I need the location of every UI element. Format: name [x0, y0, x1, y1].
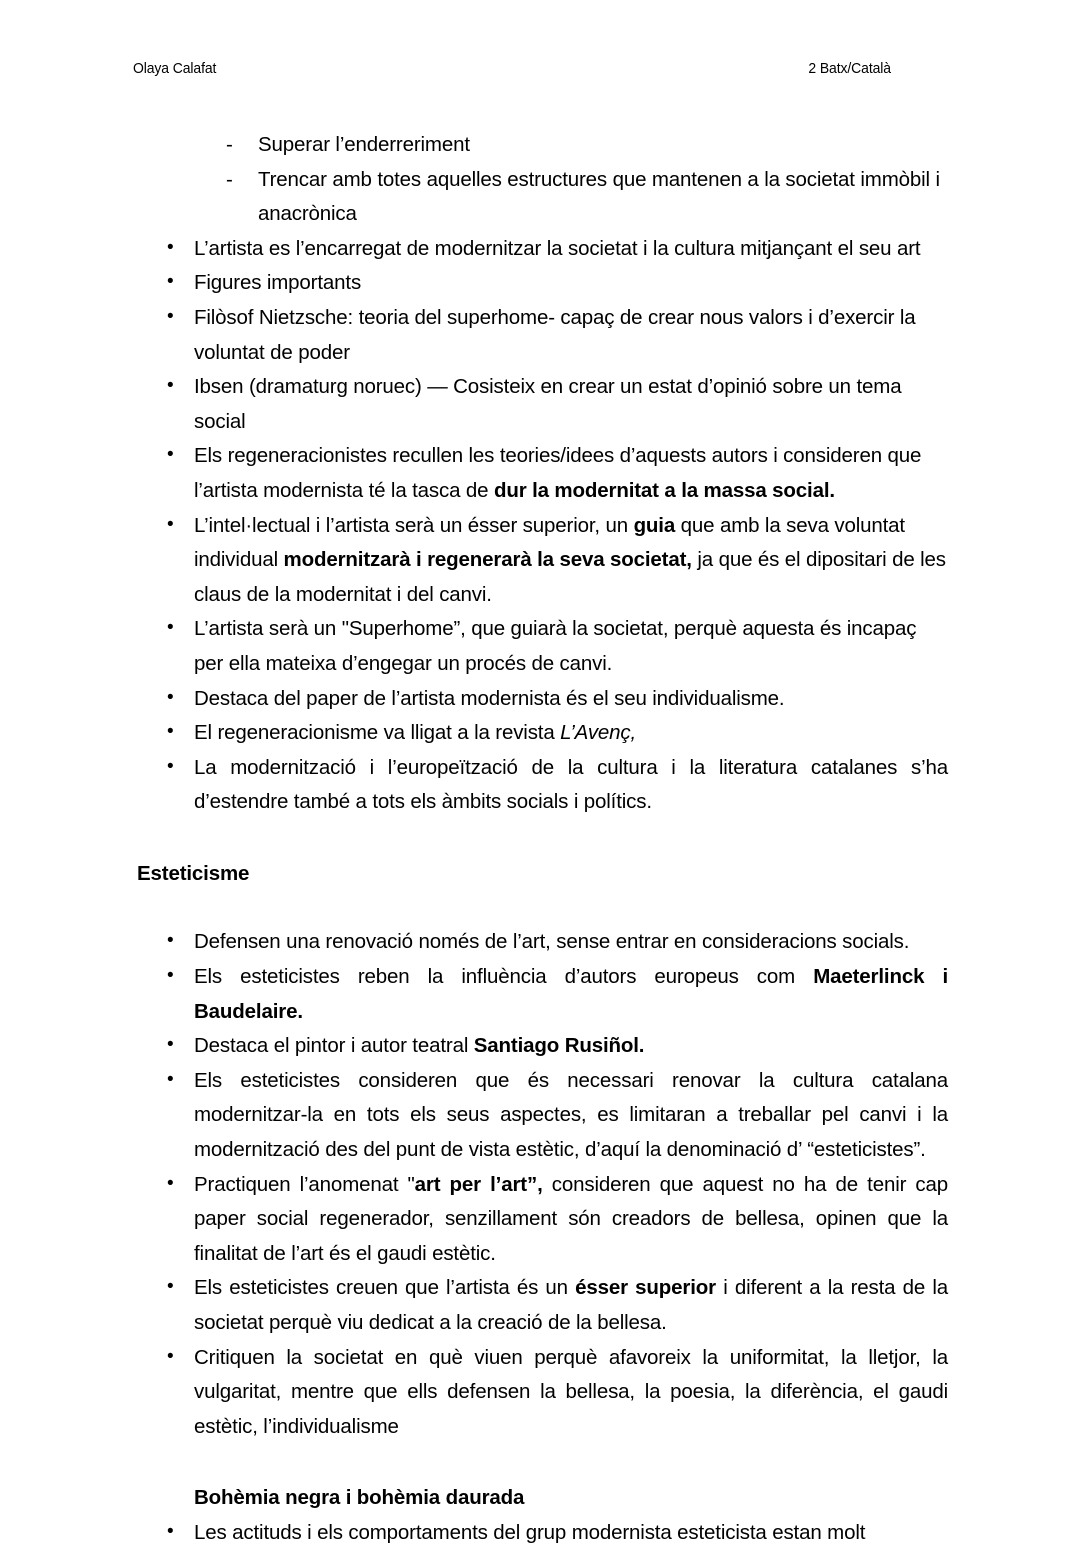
text-run: El regeneracionisme va lligat a la revista	[194, 721, 561, 745]
bullet-list-group-2	[137, 925, 948, 1444]
bold-run: modernitzarà i regenerarà la seva societat,	[283, 548, 692, 572]
text-run: ja que és el dipositari de les claus de la modernitat i del canvi.	[194, 548, 946, 606]
list-item	[137, 960, 948, 1029]
list-item	[137, 716, 948, 751]
header-author: Olaya Calafat	[133, 60, 217, 77]
list-item	[137, 1271, 948, 1340]
document-body	[137, 128, 948, 1551]
text-run: L’artista serà un "Superhome”, que guiarà la societat, perquè aquesta és incapaç per ella mateixa d’engegar un procés de canvi.	[194, 617, 917, 675]
text-run: Els esteticistes reben la influència d’autors europeus com	[194, 965, 814, 989]
bold-run: dur la modernitat a la massa social.	[493, 478, 835, 502]
bullet-list-group-1	[137, 232, 948, 820]
text-run: Figures importants	[194, 271, 362, 295]
list-item	[137, 925, 948, 960]
text-run: Els esteticistes consideren que és necessari renovar la cultura catalana modernitzar-la en tots els seus aspectes, es limitaran a treballar pel canvi i la modernització des del punt de vista estètic, d’aquí la denominació d’ “esteticistes”.	[194, 1068, 948, 1162]
text-run: Filòsof Nietzsche: teoria del superhome- capaç de crear nous valors i d’exercir la voluntat de poder	[194, 305, 916, 364]
bold-run: Maeterlinck i Baudelaire.	[194, 965, 948, 1023]
list-item	[137, 1168, 948, 1272]
text-run: L’artista es l’encarregat de modernitzar la societat i la cultura mitjançant el seu art	[194, 236, 921, 260]
text-run: Defensen una renovació només de l’art, sense entrar en consideracions socials.	[194, 930, 910, 954]
text-run: Els regeneracionistes recullen les teories/idees d’aquests autors i consideren que l’artista modernista té la tasca de	[194, 444, 922, 502]
list-item	[137, 1516, 948, 1551]
list-item	[137, 751, 948, 820]
text-run: que amb la seva voluntat individual	[194, 513, 905, 572]
sub-list-item: - Trencar amb totes aquelles estructures que mantenen a la societat immòbil i anacrònica	[137, 163, 948, 232]
text-run: L’intel·lectual i l’artista serà un ésser superior, un	[194, 513, 634, 537]
bold-run: Santiago Rusiñol.	[473, 1034, 645, 1058]
spacer	[137, 1444, 948, 1481]
section-heading-esteticisme: Esteticisme	[137, 861, 250, 885]
list-item	[137, 370, 948, 439]
section-heading-bohemia: Bohèmia negra i bohèmia daurada	[194, 1486, 525, 1510]
text-run: i diferent a la resta de la societat perquè viu dedicat a la creació de la bellesa.	[194, 1276, 948, 1334]
list-item	[137, 301, 948, 370]
bold-run: ésser superior	[575, 1276, 716, 1300]
bold-run: guia	[633, 513, 676, 537]
list-item	[137, 1064, 948, 1168]
spacer	[137, 820, 948, 857]
list-item	[137, 682, 948, 717]
list-item	[137, 1029, 948, 1064]
sub-list-item: - Superar l’enderreriment	[137, 128, 948, 163]
list-item	[137, 1341, 948, 1445]
list-item	[137, 612, 948, 681]
header-course: 2 Batx/Català	[808, 60, 891, 77]
text-run: La modernització i l’europeïtzació de la cultura i la literatura catalanes s’ha d’estendre també a tots els àmbits socials i polítics.	[194, 755, 948, 814]
list-item	[137, 266, 948, 301]
text-run: consideren que aquest no ha de tenir cap paper social regenerador, senzillament són creadors de bellesa, opinen que la finalitat de l’art és el gaudi estètic.	[194, 1172, 949, 1265]
sub-bullet-list	[137, 128, 948, 232]
italic-run: L’Avenç,	[560, 721, 637, 745]
spacer	[137, 891, 948, 925]
text-run: Destaca el pintor i autor teatral	[194, 1034, 474, 1058]
bullet-list-group-3	[137, 1516, 948, 1551]
text-run: Destaca del paper de l’artista modernista és el seu individualisme.	[194, 686, 785, 710]
text-run: Les actituds i els comportaments del grup modernista esteticista estan molt	[194, 1520, 866, 1544]
text-run: Critiquen la societat en què viuen perquè afavoreix la uniformitat, la lletjor, la vulgaritat, mentre que ells defensen la bellesa, la poesia, la diferència, el gaudi estètic, l’individualisme	[194, 1345, 948, 1438]
text-run: Ibsen (dramaturg noruec) — Cosisteix en crear un estat d’opinió sobre un tema social	[194, 375, 902, 433]
list-item	[137, 509, 948, 613]
bold-run: art per l’art”,	[414, 1172, 543, 1196]
page-header	[133, 60, 891, 78]
text-run: Els esteticistes creuen que l’artista és un	[194, 1276, 576, 1300]
list-item	[137, 232, 948, 267]
text-run: Practiquen l’anomenat "	[194, 1172, 415, 1196]
list-item	[137, 439, 948, 508]
